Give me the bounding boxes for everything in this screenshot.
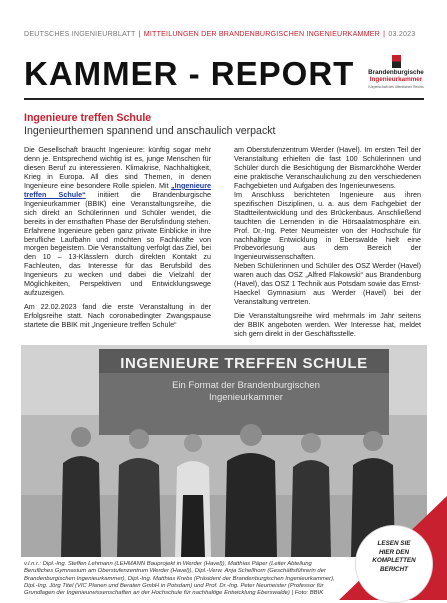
header-publication: DEUTSCHES INGENIEURBLATT — [24, 30, 136, 38]
paragraph-event-part-2: Im Anschluss berichteten Ingenieure aus ihren spezifischen Disziplinen, u. a. aus dem Fachgebiet der Stadtteilentwicklung und des Brückenbaus. Anschließend tauchten die Lernenden in die Hörsaalatmosphäre ein. Prof. Dr.-Ing. Peter Neumeister von der Hochschule für nachhaltige Entwicklung in Eberswalde hielt eine Probevorlesung aus dem Bereich der Ingenieurwissenschaften. — [234, 189, 421, 262]
eagle-logo-icon — [392, 55, 401, 68]
logo-line-3: Körperschaft des öffentlichen Rechts — [368, 85, 424, 89]
event-link[interactable]: „Ingenieure treffen Schule“ — [24, 180, 211, 199]
photo-banner-subtitle-2: Ingenieurkammer — [209, 392, 283, 403]
article-kicker: Ingenieure treffen Schule — [24, 112, 152, 124]
article-column-left — [24, 146, 211, 330]
paragraph-goals: Erfahrene Ingenieure geben ganz private Einblicke in ihre berufliche Laufbahn und möchten so Fachkräfte von morgen begeistern. Die Veranstaltung verfolgt das Ziel, bei den 10 – 13-Klässlern durch direkten Kontakt zu Fachleuten, das Interesse für das Berufsbild des Ingenieurs zu wecken und dabei die Vielzahl der Möglichkeiten, Perspektiven und Entwicklungswege aufzuzeigen. — [24, 225, 211, 298]
page-title: KAMMER - REPORT — [24, 55, 355, 92]
title-divider — [24, 98, 424, 100]
header-issue: 03.2023 — [388, 30, 416, 38]
paragraph-outlook: Die Veranstaltungsreihe wird mehrmals im Jahr seitens der BBIK angeboten werden. Wer Interesse hat, meldet sich gern direkt in der Geschäftsstelle. — [234, 311, 421, 339]
badge-line-2: HIER DEN — [378, 548, 410, 556]
header-section: MITTEILUNGEN DER BRANDENBURGISCHEN INGENIEURKAMMER — [143, 30, 380, 38]
badge-line-4: BERICHT — [380, 565, 408, 573]
chamber-logo — [366, 55, 426, 95]
paragraph-intro — [24, 146, 211, 227]
paragraph-event-part-1: am Oberstufenzentrum Werder (Havel). Im ersten Teil der Veranstaltung erhielten die fast 100 Schülerinnen und Schüler durch die Besichtigung der Bismarckhöhe Werder eine praktische Veranschaulichung zu den verschiedenen Fachgebieten und Aufgaben des Ingenieurwesens. — [234, 145, 421, 190]
header-separator-2: | — [383, 30, 386, 38]
paragraph-participants: Neben Schülerinnen und Schüler des OSZ Werder (Havel) waren auch das OSZ „Alfred Flakowski“ aus Brandenburg (Havel), das OSZ 1 Technik aus Potsdam sowie das Ernst-Haeckel Gymnasium aus Werder (Havel) bei der Veranstaltung vertreten. — [234, 261, 421, 307]
badge-line-3: KOMPLETTEN — [372, 557, 416, 565]
header-line — [24, 30, 424, 42]
paragraph-intro-text: Die Gesellschaft braucht Ingenieure: künftig sogar mehr denn je. Entsprechend wichtig ist es, junge Menschen für diesen Beruf zu interessieren. Klimakrise, Nachhaltigkeit, Krieg in Europa. All dies sind Themen, in denen Ingenieure eine besondere Rolle spielen. Mit — [24, 145, 211, 190]
photo-caption: v.l.n.r.: Dipl.-Ing. Steffen Lehmann (LEHMANN Bauprojekt in Werder (Havel)), Matthias Päper (Leiter Abteilung Berufliches Gymnasium am Oberstufenzentrum Werder (Havel)), Dipl.-Verw. Anja Schellhorn (Geschäftsführerin der Brandenburgischen Ingenieurkammer), Dipl.-Ing. Matthias Krebs (Präsident der Brandenburgischen Ingenieurkammer), Dipl.-Ing. Jörg Titel (VIC Planen und Beraten GmbH in Potsdam) und Prof. Dr.-Ing. Peter Neumeister (Professor für Grundlagen der Ingenieurwissenschaften an der Hochschule für nachhaltige Entwicklung Eberswalde) | Foto: BBIK — [24, 561, 335, 597]
photo-banner-subtitle-1: Ein Format der Brandenburgischen — [172, 380, 320, 391]
header-separator: | — [138, 30, 141, 38]
logo-line-1: Brandenburgische — [368, 69, 424, 76]
photo-banner-subtitle — [116, 380, 376, 404]
article-column-right — [234, 146, 421, 339]
logo-line-2: Ingenieurkammer — [369, 76, 423, 83]
article-subtitle: Ingenieurthemen spannend und anschaulich verpackt — [24, 125, 276, 137]
badge-line-1: LESEN SIE — [377, 540, 411, 547]
paragraph-first-event: Am 22.02.2023 fand die erste Veranstaltung in der Erfolgsreihe statt. Nach coronabedingter Zwangspause startete die BBIK mit „Ingenieure treffen Schule“ — [24, 302, 211, 330]
read-more-badge-text[interactable] — [357, 540, 431, 574]
paragraph-intro-text-2: initiiert die Brandenburgische Ingenieurkammer (BBIK) eine Veranstaltungsreihe, die sich direkt an Schülerinnen und Schüler wendet, die bereits in der ernsthaften Phase der Berufsfindung stehen. — [24, 189, 211, 226]
photo-banner-title: INGENIEURE TREFFEN SCHULE — [120, 355, 368, 372]
